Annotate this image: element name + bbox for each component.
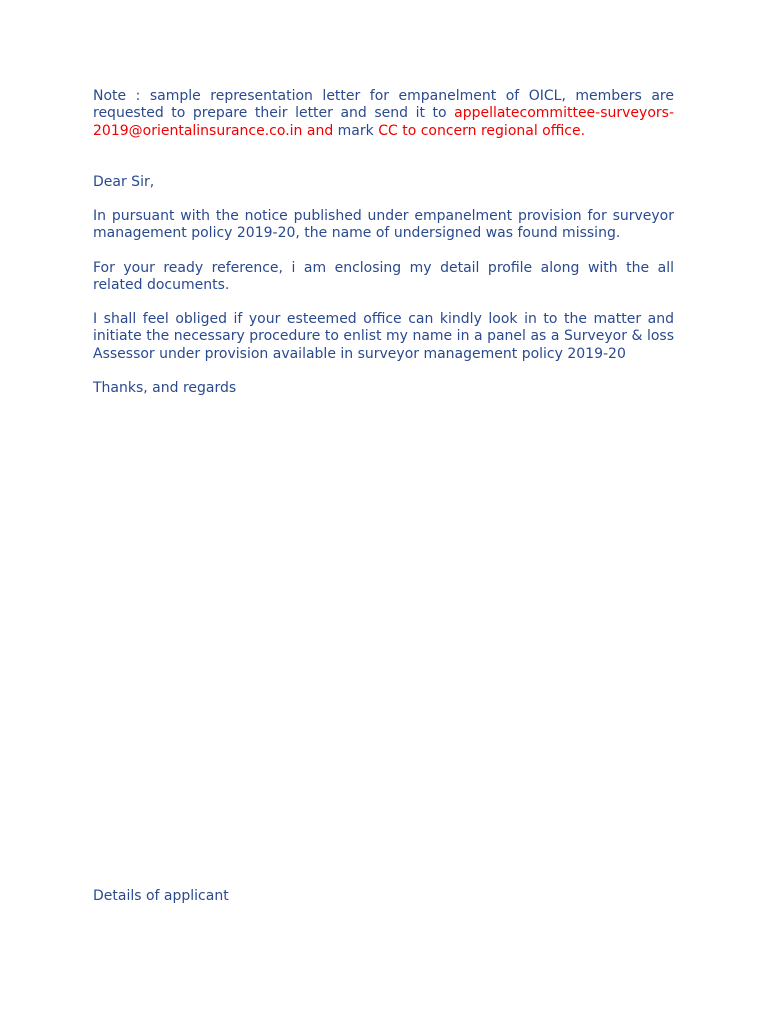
salutation: Dear Sir, bbox=[93, 174, 155, 190]
submission-email: appellatecommittee-surveyors-2019@orientalinsurance.co.in bbox=[93, 105, 674, 139]
note-and: and bbox=[302, 122, 338, 139]
note-cc: CC to concern regional office. bbox=[378, 122, 586, 139]
closing-line: Thanks, and regards bbox=[93, 380, 237, 396]
paragraph-missing-name: In pursuant with the notice published under empanelment provision for surveyor management policy 2019-20, the name of undersigned was found missing. bbox=[93, 208, 674, 242]
paragraph-reference: For your ready reference, i am enclosing my detail profile along with the all related documents. bbox=[93, 260, 674, 294]
note-mark: mark bbox=[337, 122, 379, 139]
details-heading: Details of applicant bbox=[93, 888, 229, 904]
paragraph-request: I shall feel obliged if your esteemed office can kindly look in to the matter and initiate the necessary procedure to enlist my name in a panel as a Surveyor & loss Assessor under provision available in surveyor management policy 2019-20 bbox=[93, 311, 674, 362]
instruction-note bbox=[93, 88, 674, 140]
note-prefix: Note : sample representation letter for empanelment of OICL, members are requested to prepare their letter and send it to bbox=[93, 88, 674, 122]
